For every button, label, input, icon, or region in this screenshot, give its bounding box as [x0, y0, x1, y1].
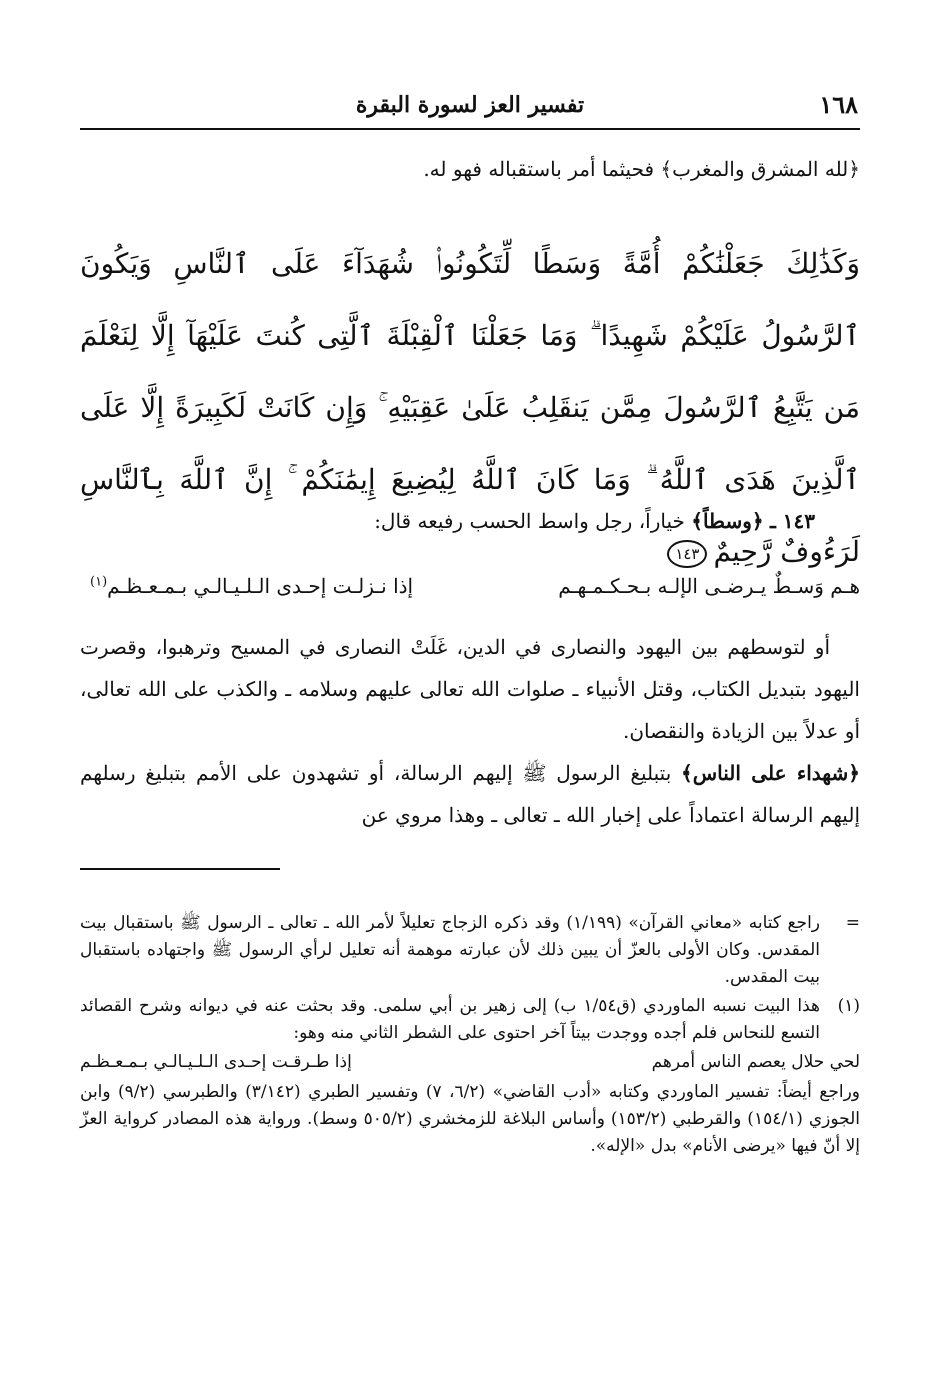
running-title: تفسير العز لسورة البقرة [355, 92, 585, 118]
verse-number: ١٤٣ ـ [769, 509, 815, 533]
footnotes [80, 910, 860, 1160]
commentary-body [80, 626, 860, 836]
commentary-heading-line [80, 500, 860, 542]
footnote-1-poem [80, 1049, 860, 1079]
commentary-paragraph-2 [80, 752, 860, 836]
footnote-1-continuation: وراجع أيضاً: تفسير الماوردي وكتابه «أدب القاضي» (٦/٢، ٧) وتفسير الطبري (٣/١٤٢) والطبرسي (٩/٢) وابن الجوزي (١٥٤/١) والقرطبي (١٥٣/٢) وأساس البلاغة للزمخشري (٥٠٥/٢ وسط). ورواية هذه المصادر كرواية العزّ إلا أنّ فيها «يرضى الأنام» بدل «الإله». [80, 1082, 861, 1156]
footnote-poem-hemistich-1: لحي حلال يعصم الناس أمرهم [651, 1052, 860, 1072]
header-rule [80, 128, 860, 130]
intro-text: ﴿لله المشرق والمغرب﴾ فحيثما أمر باستقباله فهو له. [423, 157, 860, 181]
page-header [80, 88, 860, 128]
commentary-paragraph-2-text: بتبليغ الرسول ﷺ إليهم الرسالة، أو تشهدون على الأمم بتبليغ رسلهم إليهم الرسالة اعتماداً على إخبار الله ـ تعالى ـ وهذا مروي عن [80, 761, 860, 827]
continuation-text: راجع كتابه «معاني القرآن» (١/١٩٩) وقد ذكره الزجاج تعليلاً لأمر الله ـ تعالى ـ الرسول ﷺ باستقبال بيت المقدس. وكان الأولى بالعزّ أن يبين ذلك لأن عبارته موهمة أنه تعليل لرأي الرسول ﷺ واجتهاده باستقبال بيت المقدس. [80, 913, 820, 987]
footnote-poem-hemistich-2: إذا طـرقـت إحـدى الـلـيـالـي بـمـعـظـم [80, 1052, 352, 1072]
footnote-1-text: هذا البيت نسبه الماوردي (ق١/٥٤ ب) إلى زهير بن أبي سلمى. وقد بحثت عنه في ديوانه وشرح القصائد التسع للنحاس فلم أجده ووجدت بيتاً آخر احتوى على الشطر الثاني منه وهو: [80, 996, 820, 1043]
keyword-shuhada: ﴿شهداء على الناس﴾ [681, 761, 861, 785]
commentary-heading [80, 500, 860, 542]
ayah-number-marker: ١٤٣ [667, 540, 707, 568]
commentary-heading-text: خياراً، رجل واسط الحسب رفيعه قال: [374, 509, 685, 533]
footnote-separator [80, 868, 280, 870]
footnote-ref: (١) [90, 574, 108, 590]
intro-line [80, 148, 860, 190]
poem-hemistich-2 [90, 574, 413, 598]
page-number: ١٦٨ [819, 90, 858, 119]
keyword-wasatan: ﴿وسطاً﴾ [691, 509, 764, 533]
poem-hemistich-1: هـم وَسـطٌ يـرضـى الإلـه بـحـكـمـهـم [558, 574, 860, 598]
footnote-1 [80, 993, 860, 1047]
footnote-continuation [80, 910, 860, 991]
footnote-1-mark: (١) [837, 996, 860, 1016]
continuation-mark: = [845, 913, 860, 933]
poem-hemistich-2-text: إذا نـزلـت إحـدى الـلـيـالـي بـمـعـظـم [107, 574, 414, 598]
commentary-paragraph-1: أو لتوسطهم بين اليهود والنصارى في الدين، غَلَتْ النصارى في المسيح وترهبوا، وقصرت اليهود بتبديل الكتاب، وقتل الأنبياء ـ صلوات الله تعالى عليهم وسلامه ـ والكذب على الله تعالى، أو عدلاً بين الزيادة والنقصان. [80, 635, 860, 743]
poem-verse [80, 570, 860, 614]
verse-text: وَكَذَٰلِكَ جَعَلْنَٰكُمْ أُمَّةً وَسَطًا لِّتَكُونُوا۟ شُهَدَآءَ عَلَى ٱلنَّاسِ وَيَكُونَ ٱلرَّسُولُ عَلَيْكُمْ شَهِيدًا ۗ وَمَا جَعَلْنَا ٱلْقِبْلَةَ ٱلَّتِى كُنتَ عَلَيْهَآ إِلَّا لِنَعْلَمَ مَن يَتَّبِعُ ٱلرَّسُولَ مِمَّن يَنقَلِبُ عَلَىٰ عَقِبَيْهِ ۚ وَإِن كَانَتْ لَكَبِيرَةً إِلَّا عَلَى ٱلَّذِينَ هَدَى ٱللَّهُ ۗ وَمَا كَانَ ٱللَّهُ لِيُضِيعَ إِيمَٰنَكُمْ ۚ إِنَّ ٱللَّهَ بِٱلنَّاسِ لَرَءُوفٌ رَّحِيمٌ [80, 247, 860, 568]
